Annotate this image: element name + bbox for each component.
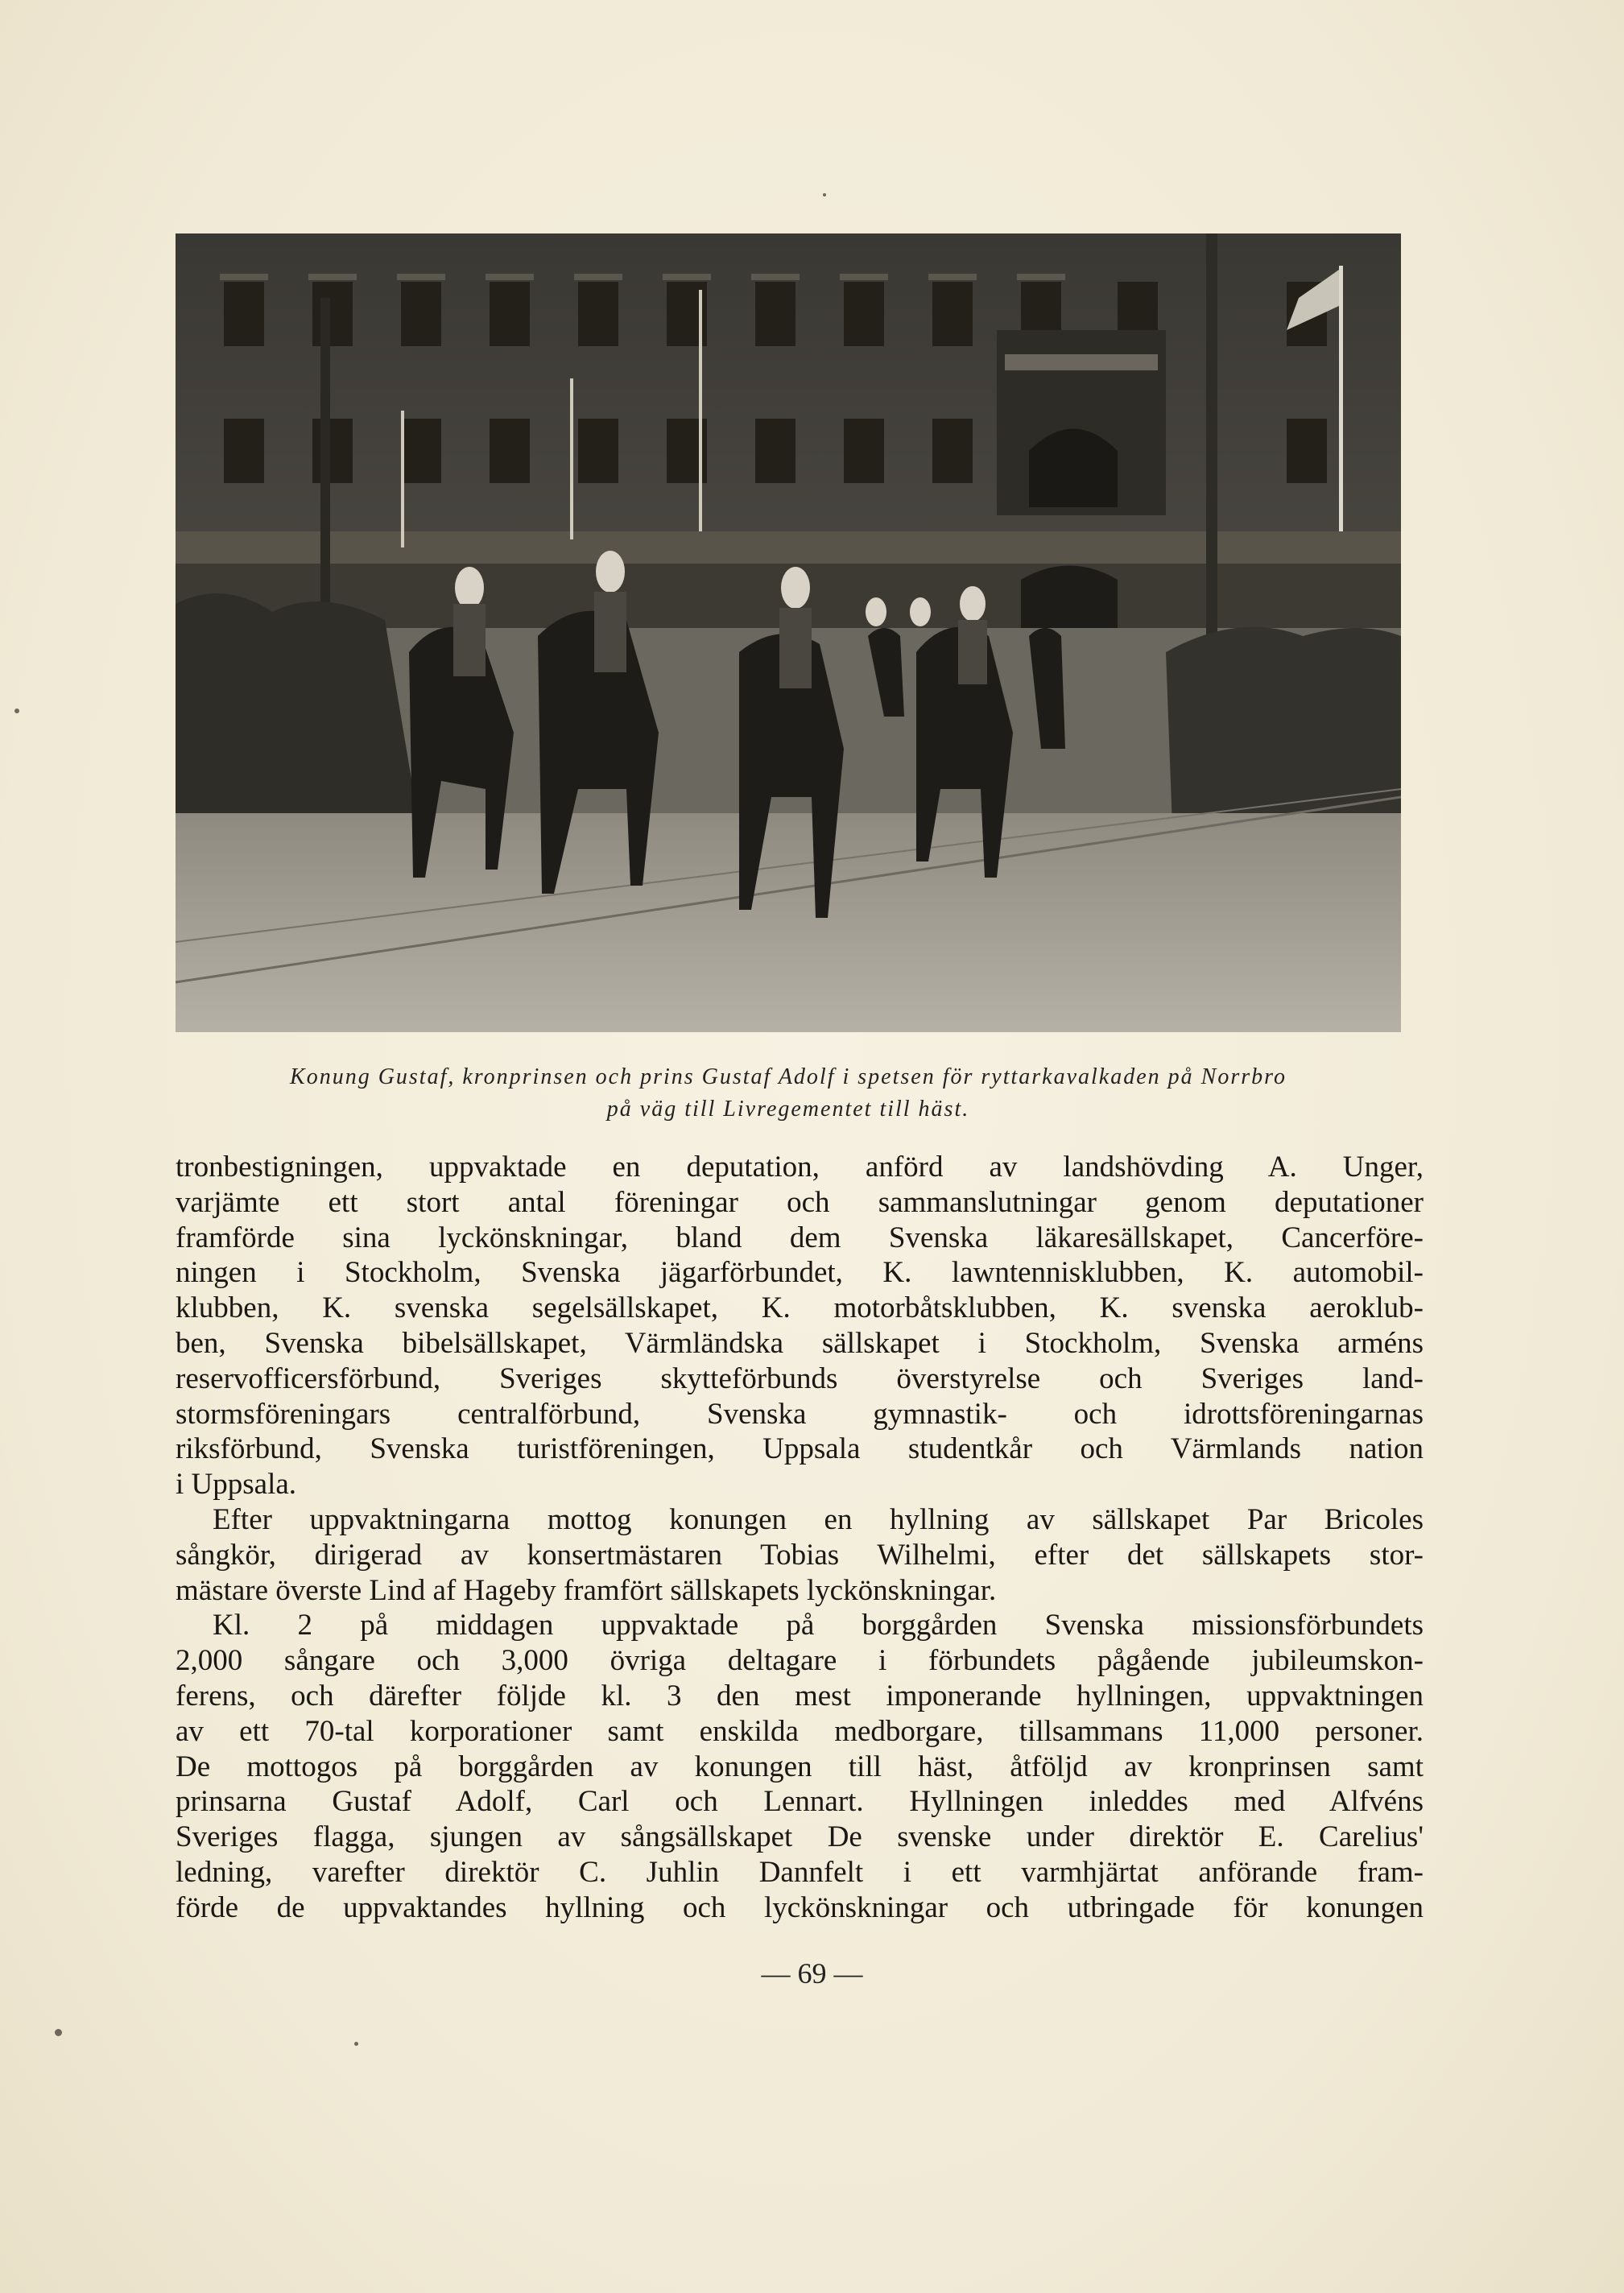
text-line: förde de uppvaktandes hyllning och lyckönskningar och utbringade för konungen [176,1890,1424,1924]
text-line: sångkör, dirigerad av konsertmästaren Tobias Wilhelmi, efter det sällskapets stor- [176,1538,1424,1572]
photo-caption [176,1061,1401,1126]
paper-speck [55,2029,62,2036]
text-line: De mottogos på borggården av konungen till häst, åtföljd av kronprinsen samt [176,1750,1424,1783]
text-line: framförde sina lyckönskningar, bland dem Svenska läkaresällskapet, Cancerföre- [176,1221,1424,1254]
text-line: reservofficersförbund, Sveriges skytteförbunds överstyrelse och Sveriges land- [176,1361,1424,1395]
paper-speck [823,193,826,196]
text-line: i Uppsala. [176,1468,297,1502]
text-line: varjämte ett stort antal föreningar och sammanslutningar genom deputationer [176,1185,1424,1219]
text-line: av ett 70-tal korporationer samt enskilda medborgare, tillsammans 11,000 personer. [176,1714,1424,1748]
caption-line-2: på väg till Livregementet till häst. [606,1097,970,1122]
text-line: klubben, K. svenska segelsällskapet, K. motorbåtsklubben, K. svenska aeroklub- [176,1291,1424,1325]
caption-line-1: Konung Gustaf, kronprinsen och prins Gustaf Adolf i spetsen för ryttarkavalkaden på Norrbro [290,1064,1287,1089]
text-line: ben, Svenska bibelsällskapet, Värmländska sällskapet i Stockholm, Svenska arméns [176,1326,1424,1360]
paragraph-1 [176,1150,1424,1502]
parade-photo-icon [176,233,1401,1032]
text-line: Kl. 2 på middagen uppvaktade på borggården Svenska missionsförbundets [213,1609,1424,1642]
body-text [176,1150,1424,1926]
text-line: 2,000 sångare och 3,000 övriga deltagare i förbundets pågående jubileumskon- [176,1644,1424,1678]
text-line: prinsarna Gustaf Adolf, Carl och Lennart. Hyllningen inleddes med Alfvéns [176,1785,1424,1819]
text-line: riksförbund, Svenska turistföreningen, Uppsala studentkår och Värmlands nation [176,1432,1424,1466]
text-line: tronbestigningen, uppvaktade en deputation, anförd av landshövding A. Unger, [176,1151,1424,1184]
text-line: Efter uppvaktningarna mottog konungen en hyllning av sällskapet Par Bricoles [213,1502,1424,1536]
text-line: stormsföreningars centralförbund, Svenska gymnastik- och idrottsföreningarnas [176,1397,1424,1431]
paragraph-3 [176,1608,1424,1925]
text-line: ningen i Stockholm, Svenska jägarförbundet, K. lawntennisklubben, K. automobil- [176,1256,1424,1290]
paragraph-2 [176,1502,1424,1608]
text-line: ferens, och därefter följde kl. 3 den mest imponerande hyllningen, uppvaktningen [176,1679,1424,1713]
parade-photo [176,233,1401,1032]
page-number: — 69 — [761,1957,863,1989]
text-line: ledning, varefter direktör C. Juhlin Dannfelt i ett varmhjärtat anförande fram- [176,1855,1424,1889]
text-line: mästare överste Lind af Hageby framfört sällskapets lyckönskningar. [176,1573,997,1607]
paper-speck [14,709,19,713]
text-line: Sveriges flagga, sjungen av sångsällskapet De svenske under direktör E. Carelius' [176,1820,1424,1854]
paper-speck [354,2042,358,2046]
